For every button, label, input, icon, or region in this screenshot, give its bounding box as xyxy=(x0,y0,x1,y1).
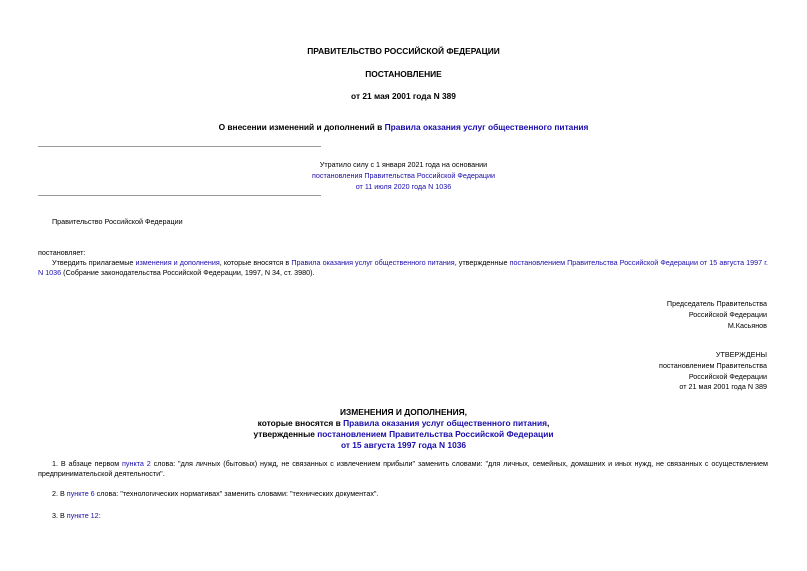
signature-country: Российской Федерации xyxy=(688,309,767,319)
title-prefix: О внесении изменений и дополнений в xyxy=(218,122,385,132)
status-note xyxy=(0,159,807,192)
item-3-text-2: : xyxy=(98,511,101,520)
signature-block xyxy=(667,299,767,331)
approve-paragraph xyxy=(38,258,768,277)
changes-link[interactable]: изменения и дополнения xyxy=(135,258,220,267)
divider-top xyxy=(38,146,321,147)
changes-title-line3 xyxy=(0,429,807,440)
divider-bottom xyxy=(38,195,321,196)
changes-title-line1: ИЗМЕНЕНИЯ И ДОПОЛНЕНИЯ, xyxy=(340,407,467,417)
approve-text-2: , которые вносятся в xyxy=(219,258,292,267)
item-3-link[interactable]: пункте 12 xyxy=(66,511,99,520)
changes-title-comma: , xyxy=(546,417,550,428)
approve-text-1: Утвердить прилагаемые xyxy=(52,258,136,267)
item-2-text-1: 2. В xyxy=(52,489,67,498)
approved-country: Российской Федерации xyxy=(688,371,767,381)
document-title xyxy=(0,122,807,133)
item-2 xyxy=(38,489,768,499)
item-1-link[interactable]: пункта 2 xyxy=(122,459,151,468)
item-1-text-2: слова: "для личных (бытовых) нужд, не связанных с извлечением прибыли" заменить словами: "для личных, семейных, домашних и иных нужд, не связанных с осуществлением предпринимательской деятельности". xyxy=(38,459,768,478)
status-note-line1: Утратило силу с 1 января 2021 года на основании xyxy=(319,160,488,169)
approve-text-4: (Собрание законодательства Российской Федерации, 1997, N 34, ст. 3980). xyxy=(61,267,315,277)
approved-date: от 21 мая 2001 года N 389 xyxy=(679,382,767,392)
approved-heading: УТВЕРЖДЕНЫ xyxy=(715,350,767,359)
approved-block xyxy=(659,350,767,393)
changes-rules-link[interactable]: Правила оказания услуг общественного питания xyxy=(343,417,547,428)
item-1 xyxy=(38,459,768,478)
item-1-text-1: 1. В абзаце первом xyxy=(52,459,123,468)
item-3-text-1: 3. В xyxy=(52,511,67,520)
approved-by: постановлением Правительства xyxy=(659,360,767,370)
document-type: ПОСТАНОВЛЕНИЕ xyxy=(365,69,442,79)
status-note-date-link[interactable]: от 11 июля 2020 года N 1036 xyxy=(355,182,452,192)
changes-decree-link[interactable]: постановлением Правительства Российской Федерации xyxy=(317,428,554,439)
decrees-word: постановляет: xyxy=(38,248,86,257)
title-rules-link[interactable]: Правила оказания услуг общественного питания xyxy=(384,122,589,132)
changes-title-line2 xyxy=(0,418,807,429)
changes-approved-prefix: утвержденные xyxy=(253,428,318,439)
approve-text-3: , утвержденные xyxy=(454,258,510,267)
signature-name: М.Касьянов xyxy=(727,320,767,330)
decree-1997-link[interactable]: постановлением Правительства Российской Федерации от 15 августа 1997 г. N 1036 xyxy=(38,258,768,277)
changes-title-prefix: которые вносятся в xyxy=(257,417,344,428)
item-3 xyxy=(38,511,768,521)
government-line: Правительство Российской Федерации xyxy=(52,217,183,226)
item-2-text-2: слова: "технологических нормативах" заменить словами: "технических документах". xyxy=(94,489,379,498)
status-note-decree-link[interactable]: постановления Правительства Российской Федерации xyxy=(311,171,496,181)
changes-title xyxy=(0,407,807,451)
item-2-link[interactable]: пункте 6 xyxy=(66,489,95,498)
document-date: от 21 мая 2001 года N 389 xyxy=(351,91,456,101)
signature-position: Председатель Правительства xyxy=(666,299,767,308)
changes-date-link[interactable]: от 15 августа 1997 года N 1036 xyxy=(340,439,467,450)
government-heading: ПРАВИТЕЛЬСТВО РОССИЙСКОЙ ФЕДЕРАЦИИ xyxy=(307,46,500,56)
rules-link[interactable]: Правила оказания услуг общественного питания xyxy=(291,258,455,267)
